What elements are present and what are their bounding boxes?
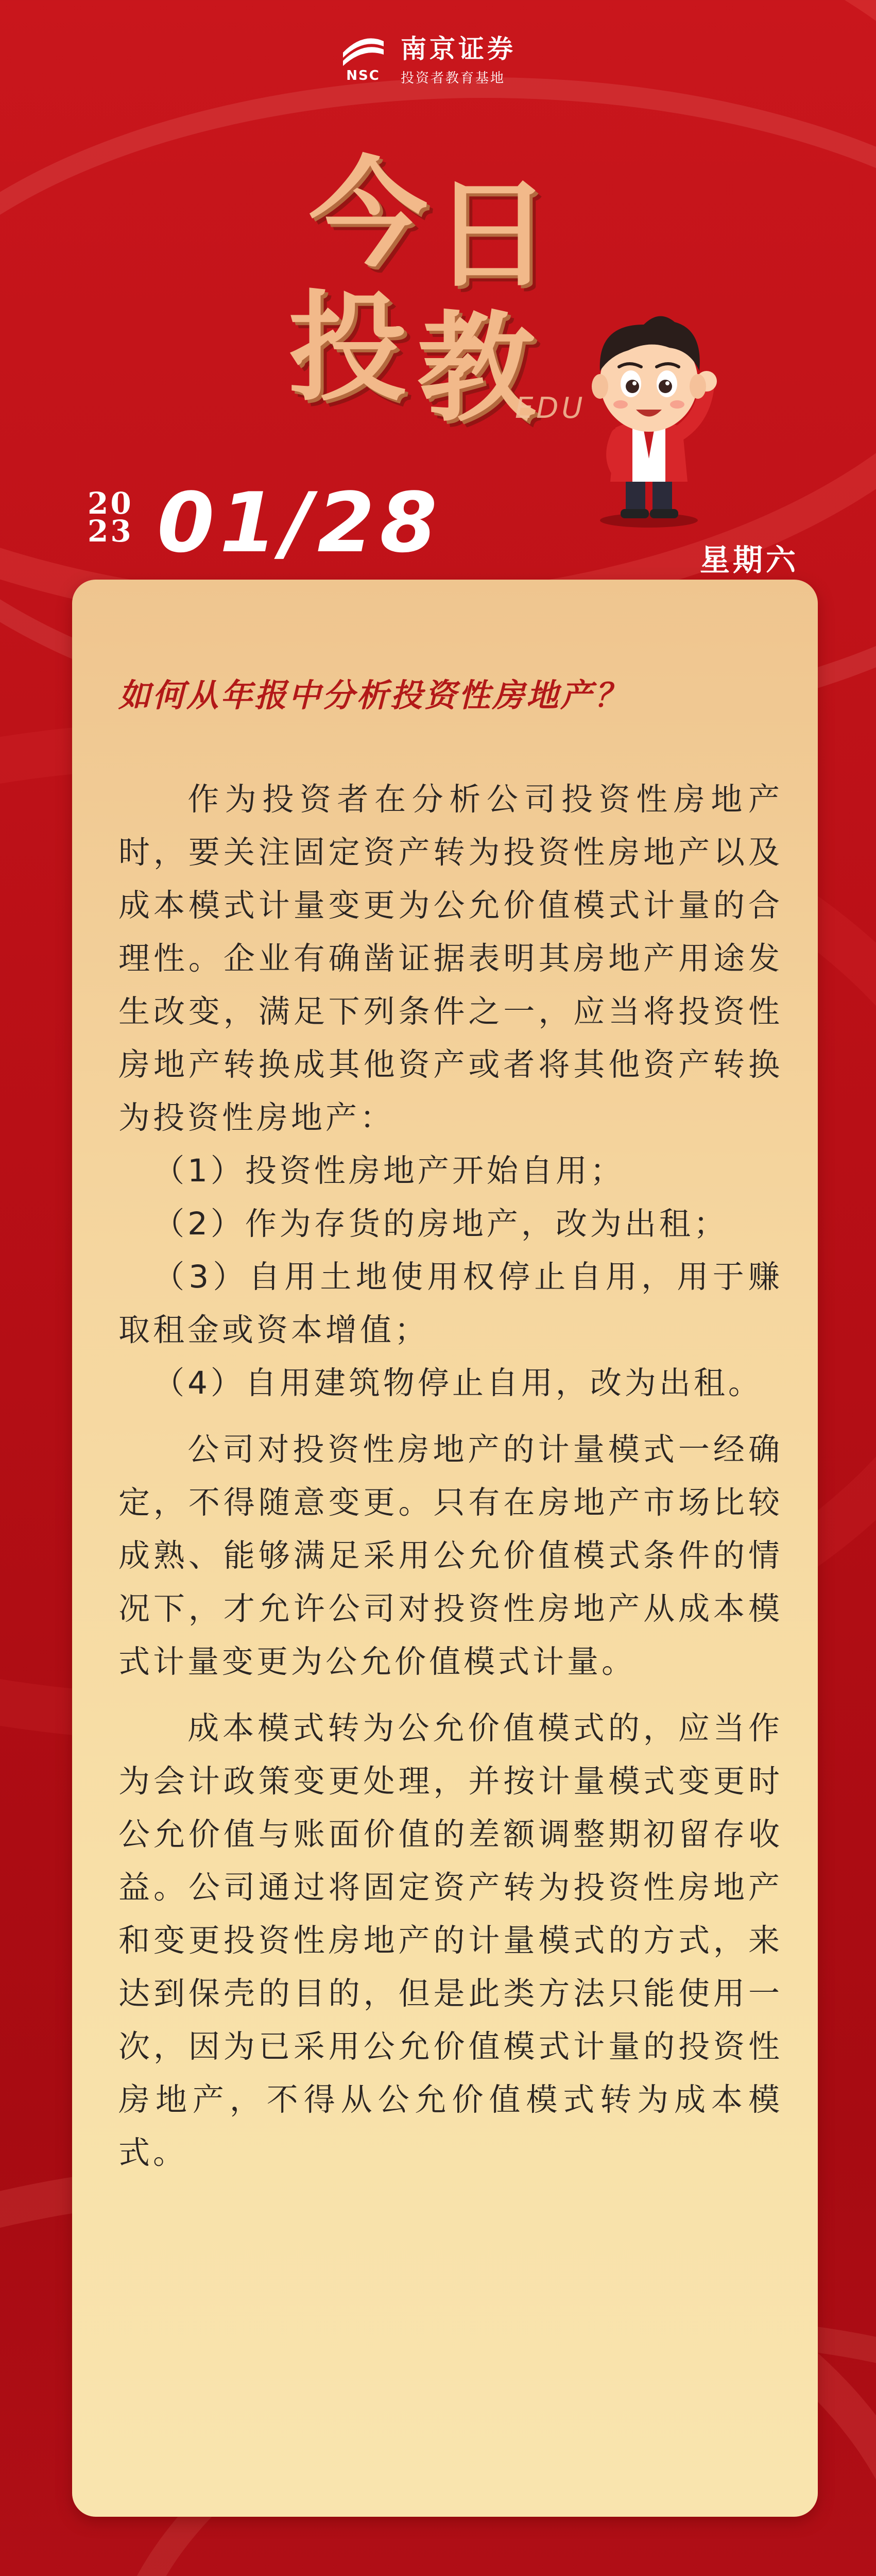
title-char: 日: [433, 165, 552, 304]
title-art: [288, 118, 586, 438]
title-char: 今: [309, 144, 428, 283]
title-char: 教: [417, 299, 536, 438]
article-body: [118, 773, 783, 2179]
date-weekday: 星期六: [699, 543, 799, 578]
mascot-illustration: [572, 304, 726, 531]
brand-subtitle: 投资者教育基地: [401, 71, 506, 86]
nsc-logo-icon: [335, 29, 391, 86]
article-card: [72, 580, 818, 2517]
article-list-item: （4）自用建筑物停止自用，改为出租。: [153, 1365, 763, 1401]
article-paragraph: 作为投资者在分析公司投资性房地产时，要关注固定资产转为投资性房地产以及成本模式计量变更为公允价值模式计量的合理性。企业有确凿证据表明其房地产用途发生改变，满足下列条件之一，应当将投资性房地产转换成其他资产或者将其他资产转换为投资性房地产：: [118, 781, 783, 1136]
date-year: [88, 486, 133, 549]
brand-name: 南京证券: [401, 33, 516, 64]
year-top: 20: [88, 486, 133, 521]
year-bottom: 23: [88, 514, 133, 549]
brand-abbr: NSC: [346, 67, 380, 83]
article-list-item: （1）投资性房地产开始自用；: [153, 1153, 625, 1189]
date-day: 01/28: [157, 474, 442, 571]
article-paragraph: 公司对投资性房地产的计量模式一经确定，不得随意变更。只有在房地产市场比较成熟、能够满足采用公允价值模式条件的情况下，才允许公司对投资性房地产从成本模式计量变更为公允价值模式计量。: [118, 1431, 783, 1680]
title-char: 投: [288, 278, 407, 417]
article-title: 如何从年报中分析投资性房地产？: [118, 676, 629, 714]
title-edu: EDU: [515, 392, 586, 425]
brand-logo: [335, 28, 516, 87]
article-list-item: （3）自用土地使用权停止自用，用于赚取租金或资本增值；: [118, 1259, 783, 1348]
article-list-item: （2）作为存货的房地产，改为出租；: [153, 1206, 728, 1242]
article-paragraph: 成本模式转为公允价值模式的，应当作为会计政策变更处理，并按计量模式变更时公允价值与账面价值的差额调整期初留存收益。公司通过将固定资产转为投资性房地产和变更投资性房地产的计量模式的方式，来达到保壳的目的，但是此类方法只能使用一次，因为已采用公允价值模式计量的投资性房地产，不得从公允价值模式转为成本模式。: [118, 1710, 783, 2171]
